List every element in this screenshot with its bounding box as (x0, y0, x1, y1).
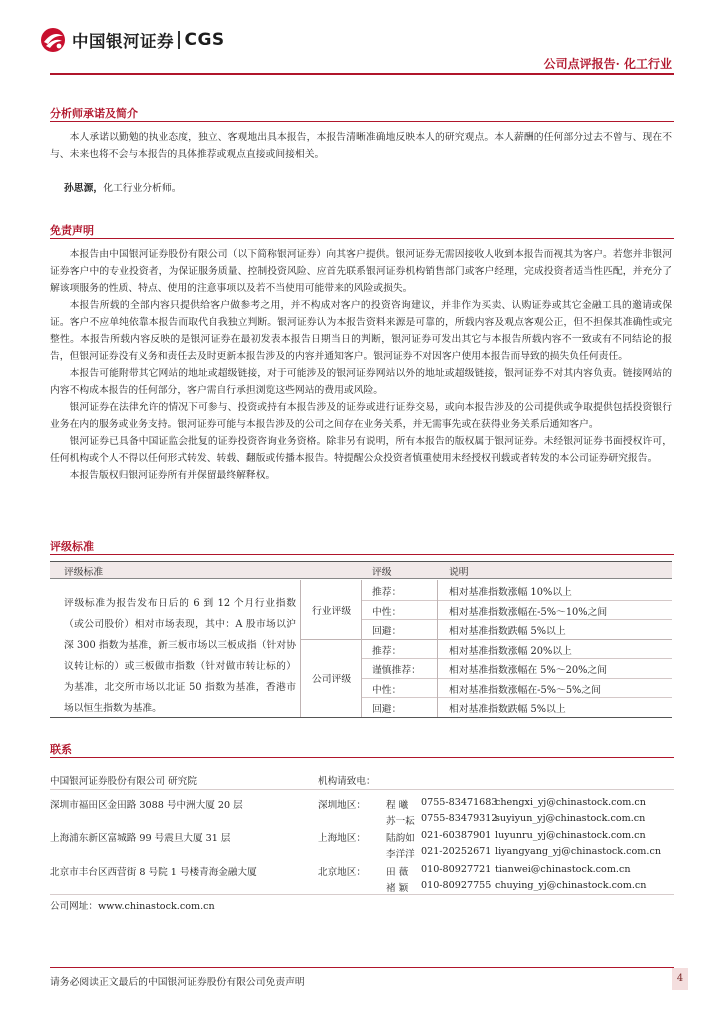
contact-name: 程 曦 (386, 800, 409, 811)
analyst-intro (64, 180, 182, 194)
rating-desc: 相对基准指数涨幅 20%以上 (449, 645, 572, 657)
rating-desc: 相对基准指数跌幅 5%以上 (449, 626, 566, 637)
rating-desc: 相对基准指数涨幅 10%以上 (449, 587, 572, 598)
header-divider (50, 73, 674, 75)
contact-email[interactable]: chengxi_yj@chinastock.com.cn (495, 797, 646, 808)
rating-table-header (50, 561, 672, 579)
rating-section-title: 评级标准 (50, 540, 94, 553)
office-address: 上海浦东新区富城路 99 号震旦大厦 31 层 (50, 833, 231, 844)
footer-disclaimer-note: 请务必阅读正文最后的中国银河证券股份有限公司免责声明 (50, 977, 305, 988)
contact-email[interactable]: chuying_yj@chinastock.com.cn (495, 880, 647, 891)
rating-table (50, 561, 672, 718)
contact-name: 苏一耘 (386, 816, 415, 827)
contact-email[interactable]: liyangyang_yj@chinastock.com.cn (495, 846, 661, 857)
rating-desc: 相对基准指数涨幅在 5%～20%之间 (449, 665, 607, 676)
disclaimer-paragraph: 银河证券已具备中国证监会批复的证券投资咨询业务资格。除非另有说明，所有本报告的版权属于银河证券。未经银河证券书面授权许可，任何机构或个人不得以任何形式转发、转载、翻版或传播本报告。特提醒公众投资者慎重使用未经授权刊载或者转发的本公司证券研究报告。 (50, 436, 672, 464)
header-cell-level: 评级 (372, 567, 392, 578)
contact-phone: 021-60387901 (421, 830, 492, 841)
company-website[interactable]: 公司网址：www.chinastock.com.cn (50, 901, 215, 912)
logo-separator (178, 31, 180, 49)
analyst-title: 化工行业分析师。 (103, 183, 182, 194)
table-row (361, 581, 672, 601)
rating-level: 回避： (372, 626, 402, 637)
table-row (361, 601, 672, 621)
rating-section-rule (50, 554, 674, 555)
rating-desc: 相对基准指数跌幅 5%以上 (449, 704, 566, 715)
disclaimer-paragraph: 本报告所载的全部内容只提供给客户做参考之用，并不构成对客户的投资咨询建议，并非作为买卖、认购证券或其它金融工具的邀请或保证。客户不应单纯依靠本报告而取代自我独立判断。银河证券认为本报告资料来源是可靠的，所载内容及观点客观公正，但不担保其准确性或完整性。本报告所载内容反映的是银河证券在最初发表本报告日期当日的判断，银河证券可发出其它与本报告所载内容不一致或有不同结论的报告，但银河证券没有义务和责任去及时更新本报告涉及的内容并通知客户。银河证券不对因客户使用本报告而导致的损失负任何责任。 (50, 300, 672, 362)
document-type: 公司点评报告· 化工行业 (543, 57, 672, 71)
rating-level: 推荐： (372, 587, 402, 598)
table-row (361, 640, 672, 660)
institution-contact-label: 机构请致电： (318, 776, 376, 787)
rating-level: 谨慎推荐： (372, 665, 421, 676)
contact-email[interactable]: tianwei@chinastock.com.cn (495, 864, 631, 875)
rating-level: 中性： (372, 606, 402, 618)
table-bottom-rule (50, 717, 672, 718)
table-row (361, 659, 672, 679)
region-label: 上海地区： (318, 833, 366, 844)
logo-text-cn: 中国银河证券 (72, 32, 174, 51)
company-logo (40, 27, 225, 53)
rating-level: 回避： (372, 704, 402, 715)
company-rating-label: 公司评级 (312, 674, 352, 685)
table-row (361, 679, 672, 699)
disclaimer-paragraph: 本报告由中国银河证券股份有限公司（以下简称银河证券）向其客户提供。银河证券无需因接收人收到本报告而视其为客户。若您并非银河证券客户中的专业投资者，为保证服务质量、控制投资风险、应首先联系银河证券机构销售部门或客户经理，完成投资者适当性匹配，并充分了解该项服务的性质、特点、使用的注意事项以及若不当使用可能带来的风险或损失。 (50, 249, 672, 294)
contact-phone: 010-80927721 (421, 864, 492, 875)
logo-text-en: CGS (184, 30, 225, 50)
rating-level: 推荐： (372, 645, 402, 657)
industry-rating-label: 行业评级 (312, 606, 352, 617)
table-row (361, 698, 672, 718)
page-number: 4 (672, 968, 688, 990)
table-divider (300, 639, 672, 640)
galaxy-logo-icon (40, 27, 66, 53)
contact-phone: 0755-83479312 (421, 813, 498, 824)
contact-divider (50, 789, 674, 790)
contact-email[interactable]: suyiyun_yj@chinastock.com.cn (495, 813, 646, 824)
table-divider (361, 580, 362, 717)
research-institute: 中国银河证券股份有限公司 研究院 (50, 776, 197, 787)
analyst-statement-text: 本人承诺以勤勉的执业态度，独立、客观地出具本报告，本报告清晰准确地反映本人的研究观点。本人薪酬的任何部分过去不曾与、现在不与、未来也将不会与本报告的具体推荐或观点直接或间接相关。 (50, 132, 672, 160)
contact-name: 褚 颖 (386, 883, 409, 894)
analyst-section-title: 分析师承诺及简介 (50, 107, 138, 120)
table-divider (300, 580, 301, 717)
region-label: 北京地区： (318, 867, 366, 878)
contact-phone: 021-20252671 (421, 846, 492, 857)
header-cell-standard: 评级标准 (64, 567, 104, 578)
office-address: 北京市丰台区西营街 8 号院 1 号楼青海金融大厦 (50, 867, 257, 878)
office-address: 深圳市福田区金田路 3088 号中洲大厦 20 层 (50, 800, 243, 811)
contact-section-rule (50, 757, 674, 758)
analyst-section-rule (50, 121, 674, 122)
disclaimer-paragraph: 银河证券在法律允许的情况下可参与、投资或持有本报告涉及的证券或进行证券交易，或向本报告涉及的公司提供或争取提供包括投资银行业务在内的服务或业务支持。银河证券可能与本报告涉及的公司之间存在业务关系，并无需事先或在获得业务关系后通知客户。 (50, 402, 672, 430)
contact-name: 陆韵如 (386, 833, 415, 844)
contact-name: 田 薇 (386, 867, 409, 878)
disclaimer-title: 免责声明 (50, 224, 94, 237)
contact-name: 李洋洋 (386, 849, 415, 860)
contact-divider (50, 894, 674, 895)
rating-description: 评级标准为报告发布日后的 6 到 12 个月行业指数（或公司股价）相对市场表现，其中：A 股市场以沪深 300 指数为基准，新三板市场以三板成指（针对协议转让标的）或三板做市指数（针对做市转让标的）为基准，北交所市场以北证 50 指数为基准，香港市场以恒生指数为基准。 (64, 598, 296, 714)
region-label: 深圳地区： (318, 800, 366, 811)
analyst-name: 孙思源， (64, 183, 104, 194)
disclaimer-paragraph: 本报告可能附带其它网站的地址或超级链接，对于可能涉及的银河证券网站以外的地址或超级链接，银河证券不对其内容负责。链接网站的内容不构成本报告的任何部分，客户需自行承担浏览这些网站的费用或风险。 (50, 368, 672, 396)
contact-section-title: 联系 (50, 743, 72, 756)
disclaimer-body (50, 246, 672, 484)
rating-desc: 相对基准指数涨幅在-5%～5%之间 (449, 684, 601, 696)
header-cell-description: 说明 (449, 567, 469, 578)
analyst-statement (50, 129, 672, 163)
disclaimer-paragraph: 本报告版权归银河证券所有并保留最终解释权。 (69, 470, 276, 481)
rating-desc: 相对基准指数涨幅在-5%～10%之间 (449, 606, 608, 618)
disclaimer-rule (50, 238, 674, 239)
contact-phone: 0755-83471683 (421, 797, 498, 808)
contact-email[interactable]: luyunru_yj@chinastock.com.cn (495, 830, 646, 841)
table-divider (437, 580, 438, 717)
footer-divider (50, 967, 674, 968)
rating-level: 中性： (372, 684, 402, 696)
contact-phone: 010-80927755 (421, 880, 492, 891)
table-row (361, 620, 672, 640)
